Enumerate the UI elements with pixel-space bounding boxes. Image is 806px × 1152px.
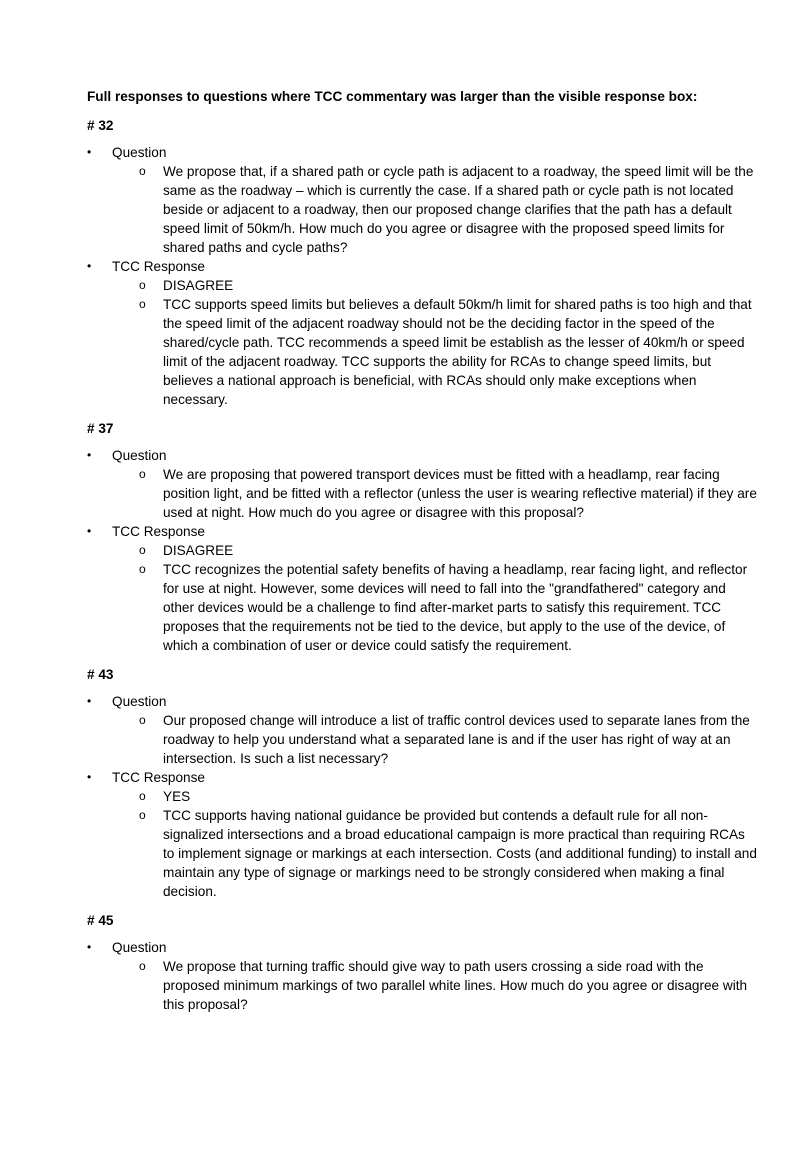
list-item: [87, 446, 766, 465]
sub-bullet-icon: o: [139, 959, 146, 973]
sub-list-item: [87, 276, 766, 295]
sub-bullet-icon: o: [139, 808, 146, 822]
response-label: TCC Response: [112, 770, 205, 785]
response-text: TCC supports having national guidance be provided but contends a default rule for all non-signalized intersections and a broad educational campaign is more practical than requiring RCAs to implement signage or markings at each intersection. Costs (and additional funding) to install and maintain any type of signage or markings need to be strongly considered when making a final decision.: [163, 808, 757, 899]
sub-list-item: [87, 295, 766, 409]
sub-bullet-icon: o: [139, 164, 146, 178]
question-section-45: [87, 911, 766, 1014]
bullet-icon: •: [87, 145, 92, 159]
sub-list-item: [87, 560, 766, 655]
response-text: TCC recognizes the potential safety benefits of having a headlamp, rear facing light, and reflector for use at night. However, some devices will need to fall into the "grandfathered" category and other devices would be a challenge to find after-market parts to satisfy this requirement. TCC proposes that the requirements not be tied to the device, but apply to the use of the device, of which a combination of user or device could satisfy the requirement.: [163, 562, 748, 653]
response-label: TCC Response: [112, 259, 205, 274]
sub-list-item: [87, 711, 766, 768]
response-answer: YES: [163, 789, 191, 804]
sub-list-item: [87, 806, 766, 901]
question-text: We propose that, if a shared path or cycle path is adjacent to a roadway, the speed limit will be the same as the roadway – which is currently the case. If a shared path or cycle path is not located beside or adjacent to a roadway, then our proposed change clarifies that the path has a default speed limit of 50km/h. How much do you agree or disagree with the proposed speed limits for shared paths and cycle paths?: [163, 164, 754, 255]
list-item: [87, 143, 766, 162]
sub-list-item: [87, 541, 766, 560]
question-number: # 32: [87, 118, 114, 133]
question-label: Question: [112, 145, 167, 160]
question-label: Question: [112, 448, 167, 463]
response-label: TCC Response: [112, 524, 205, 539]
question-label: Question: [112, 940, 167, 955]
sub-list-item: [87, 162, 766, 257]
question-section-37: [87, 419, 766, 655]
sub-bullet-icon: o: [139, 543, 146, 557]
question-section-32: [87, 116, 766, 409]
bullet-icon: •: [87, 940, 92, 954]
response-answer: DISAGREE: [163, 278, 234, 293]
question-section-43: [87, 665, 766, 901]
bullet-icon: •: [87, 448, 92, 462]
response-answer: DISAGREE: [163, 543, 234, 558]
list-item: [87, 522, 766, 541]
response-text: TCC supports speed limits but believes a default 50km/h limit for shared paths is too high and that the speed limit of the adjacent roadway should not be the deciding factor in the speed of the shared/cycle path. TCC recommends a speed limit be establish as the lesser of 40km/h or speed limit of the adjacent roadway. TCC supports the ability for RCAs to change speed limits, but believes a national approach is beneficial, with RCAs should only make exceptions when necessary.: [163, 297, 752, 407]
bullet-icon: •: [87, 524, 92, 538]
list-item: [87, 938, 766, 957]
sub-bullet-icon: o: [139, 297, 146, 311]
sub-bullet-icon: o: [139, 562, 146, 576]
bullet-icon: •: [87, 770, 92, 784]
list-item: [87, 257, 766, 276]
list-item: [87, 768, 766, 787]
sub-bullet-icon: o: [139, 278, 146, 292]
question-number: # 43: [87, 667, 114, 682]
question-number: # 45: [87, 913, 114, 928]
question-label: Question: [112, 694, 167, 709]
question-text: We are proposing that powered transport devices must be fitted with a headlamp, rear facing position light, and be fitted with a reflector (unless the user is wearing reflective material) if they are used at night. How much do you agree or disagree with this proposal?: [163, 467, 757, 520]
bullet-icon: •: [87, 694, 92, 708]
sub-list-item: [87, 957, 766, 1014]
bullet-icon: •: [87, 259, 92, 273]
sub-bullet-icon: o: [139, 789, 146, 803]
question-text: Our proposed change will introduce a list of traffic control devices used to separate lanes from the roadway to help you understand what a separated lane is and if the user has right of way at an intersection. Is such a list necessary?: [163, 713, 750, 766]
list-item: [87, 692, 766, 711]
question-text: We propose that turning traffic should give way to path users crossing a side road with the proposed minimum markings of two parallel white lines. How much do you agree or disagree with this proposal?: [163, 959, 748, 1012]
sub-bullet-icon: o: [139, 713, 146, 727]
sub-bullet-icon: o: [139, 467, 146, 481]
question-number: # 37: [87, 421, 114, 436]
sub-list-item: [87, 787, 766, 806]
page-heading: Full responses to questions where TCC commentary was larger than the visible response box:: [87, 89, 698, 104]
sub-list-item: [87, 465, 766, 522]
